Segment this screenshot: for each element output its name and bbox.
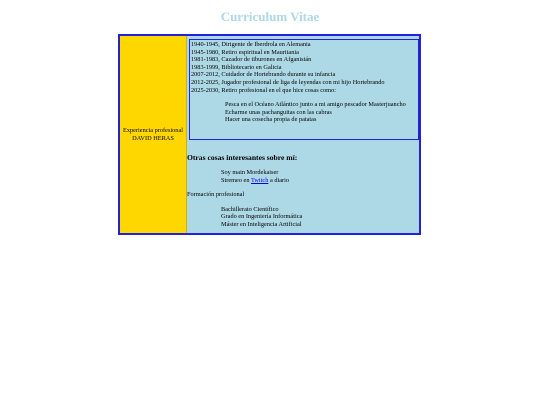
experience-item: 1983-1999, Bibliotecario en Galicia: [191, 63, 282, 71]
experience-box: [189, 39, 419, 140]
retirement-activity: Pesca en el Océano Atlántico junto a mi amigo pescador Masterjuancho: [225, 101, 406, 109]
cv-table: [118, 34, 421, 235]
fact-item: Soy main Mordekaiser: [221, 169, 279, 176]
fact-item-stream: [187, 177, 417, 185]
experience-item: 2025-2030, Retiro profesional en el que hice cosas como:: [191, 86, 336, 94]
experience-item: 1940-1945, Dirigente de Iberdrola en Alemania: [191, 41, 311, 48]
page-title: Curriculum Vitae: [220, 9, 320, 24]
experience-item: 1981-1983, Cazador de tiburones en Afganistán: [191, 56, 312, 64]
spacer: [191, 94, 418, 101]
retirement-activity: Echarme unas pachanguitas con las cabras: [225, 108, 332, 116]
other-facts-heading: Otras cosas interesantes sobre mí:: [187, 153, 298, 162]
spacer: [187, 162, 417, 169]
section-label: Experiencia profesional: [123, 126, 183, 134]
education-item: Grado en Ingeniería Informática: [221, 213, 303, 221]
extra-section: [187, 153, 417, 229]
left-column: [120, 36, 187, 233]
spacer: [187, 199, 417, 206]
education-item: Máster en Inteligencia Artificial: [221, 220, 302, 228]
retirement-activity: Hacer una cosecha propia de patatas: [225, 116, 317, 124]
twitch-link[interactable]: Twitch: [250, 176, 269, 184]
right-column: [187, 36, 419, 233]
experience-item: 2007-2012, Cuidador de Hortebrando durante su infancia: [191, 71, 336, 79]
education-heading: Formación profesional: [187, 191, 245, 199]
spacer: [187, 184, 417, 191]
education-item: Bachillerato Científico: [221, 205, 279, 213]
experience-item: 2012-2025, Jugador profesional de liga de leyendas con mi hijo Hortebrando: [191, 78, 385, 86]
fact-item-suffix: a diario: [268, 176, 290, 184]
person-name: DAVID HERAS: [132, 134, 174, 142]
fact-item-prefix: Stremeo en: [221, 176, 251, 184]
experience-item: 1945-1980, Retiro espiritual en Mauritania: [191, 48, 299, 56]
